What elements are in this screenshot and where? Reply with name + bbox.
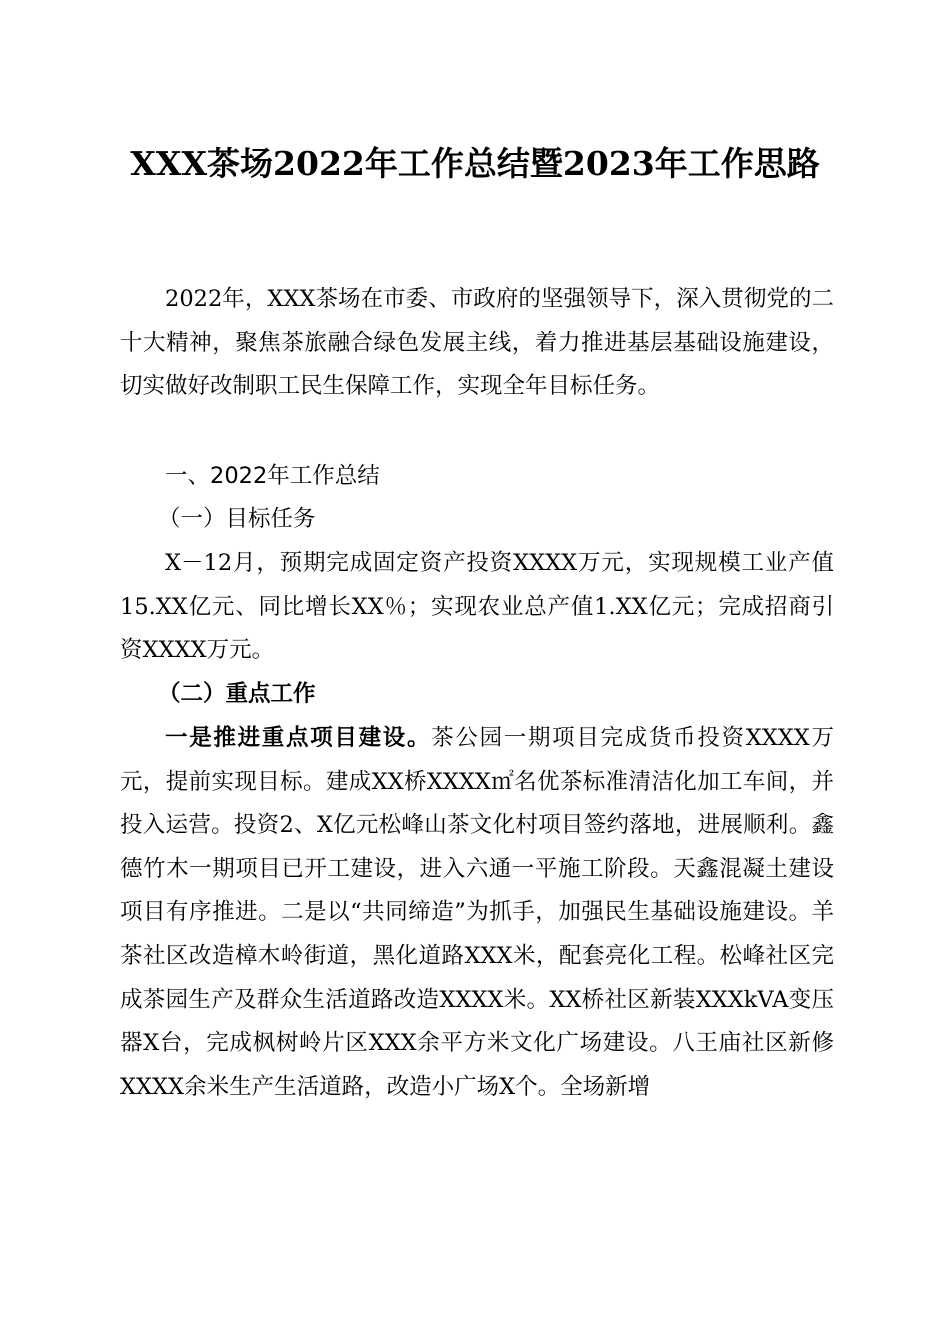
subsection-heading-targets: （一）目标任务 <box>158 506 316 532</box>
subsection-heading-key-work: （二）重点工作 <box>158 681 316 707</box>
key-work-lead: 一是推进重点项目建设。 <box>165 725 432 751</box>
targets-paragraph: X－12月，预期完成固定资产投资XXXX万元，实现规模工业产值15.XX亿元、同比增长XX％；实现农业总产值1.XX亿元；完成招商引资XXXX万元。 <box>120 550 834 664</box>
document-title: XXX茶场2022年工作总结暨2023年工作思路 <box>130 144 820 183</box>
intro-paragraph: 2022年，XXX茶场在市委、市政府的坚强领导下，深入贯彻党的二十大精神，聚焦茶旅融合绿色发展主线，着力推进基层基础设施建设，切实做好改制职工民生保障工作，实现全年目标任务。 <box>120 286 834 400</box>
key-work-text: 茶公园一期项目完成货币投资XXXX万元，提前实现目标。建成XX桥XXXX㎡名优茶标准清洁化加工车间，并投入运营。投资2、X亿元松峰山茶文化村项目签约落地，进展顺利。鑫德竹木一期项目已开工建设，进入六通一平施工阶段。天鑫混凝土建设项目有序推进。二是以“共同缔造”为抓手，加强民生基础设施建设。羊茶社区改造樟木岭街道，黑化道路XXX米，配套亮化工程。松峰社区完成茶园生产及群众生活道路改造XXXX米。XX桥社区新装XXXkVA变压器X台，完成枫树岭片区XXX余平方米文化广场建设。八王庙社区新修XXXX余米生产生活道路，改造小广场X个。全场新增 <box>120 725 834 1100</box>
section-heading-summary: 一、2022年工作总结 <box>165 463 380 489</box>
key-work-paragraph <box>120 717 834 1109</box>
